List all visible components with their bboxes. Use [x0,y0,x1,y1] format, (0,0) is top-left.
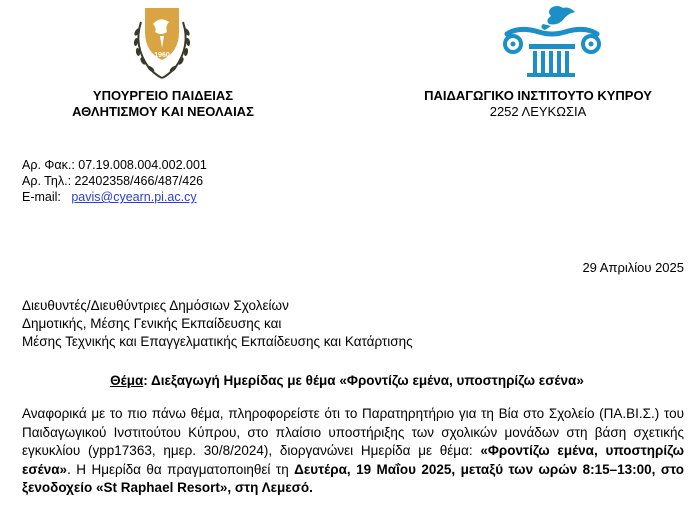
body-text-part-1: Αναφορικά με το πιο πάνω θέμα, πληροφορείστε ότι το Παρατηρητήριο για τη Βία στο Σχολείο (ΠΑ.ΒΙ.Σ.) του Παιδαγωγικού Ινστιτούτου Κύπρου, στο πλαίσιο υποστήριξης των σχολικών μονάδων στη βάση σχετικής εγκυκλίου (ypp17363, ημερ. 30/8/2024), διοργανώνει Ημερίδα με θέμα: [22,406,684,458]
institute-name: ΠΑΙΔΑΓΩΓΙΚΟ ΙΝΣΤΙΤΟΥΤΟ ΚΥΠΡΟΥ [424,88,652,103]
ministry-heading [48,88,278,120]
email-link[interactable]: pavis@cyearn.pi.ac.cy [71,190,197,204]
ministry-line-1: ΥΠΟΥΡΓΕΙΟ ΠΑΙΔΕΙΑΣ [92,88,234,103]
file-number: Αρ. Φακ.: 07.19.008.004.002.001 [22,158,207,172]
institute-address: 2252 ΛΕΥΚΩΣΙΑ [489,104,587,119]
ministry-line-2: ΑΘΛΗΤΙΣΜΟΥ ΚΑΙ ΝΕΟΛΑΙΑΣ [72,104,254,119]
email-line [22,189,207,205]
institute-logo-icon [499,4,605,78]
email-label: E-mail: [22,190,61,204]
subject-line [0,373,694,388]
body-bold-title: «Φροντίζω εμένα, υποστηρίζω εσένα» [22,443,685,477]
subject-label: Θέμα [110,373,144,388]
recipient-line-3: Μέσης Τεχνικής και Επαγγελματικής Εκπαίδευσης και Κατάρτισης [22,334,413,349]
body-paragraph [22,405,684,498]
body-text-part-2: . Η Ημερίδα θα πραγματοποιηθεί τη [67,461,295,477]
body-bold-details: Δευτέρα, 19 Μαΐου 2025, μεταξύ των ωρών 8:15–13:00, στο ξενοδοχείο «St Raphael Resort», στη Λεμεσό. [22,461,684,495]
svg-text:1960: 1960 [154,52,170,59]
recipient-line-1: Διευθυντές/Διευθύντριες Δημόσιων Σχολείων [22,298,289,313]
cyprus-emblem-icon [127,2,197,84]
subject-text: : Διεξαγωγή Ημερίδας με θέμα «Φροντίζω εμένα, υποστηρίζω εσένα» [143,373,584,388]
recipient-line-2: Δημοτικής, Μέσης Γενικής Εκπαίδευσης και [22,316,282,331]
recipients-block [22,297,413,351]
reference-block [22,157,207,205]
institute-heading [404,88,672,120]
phone-numbers: Αρ. Τηλ.: 22402358/466/487/426 [22,174,204,188]
letter-date: 29 Απριλίου 2025 [582,260,684,275]
